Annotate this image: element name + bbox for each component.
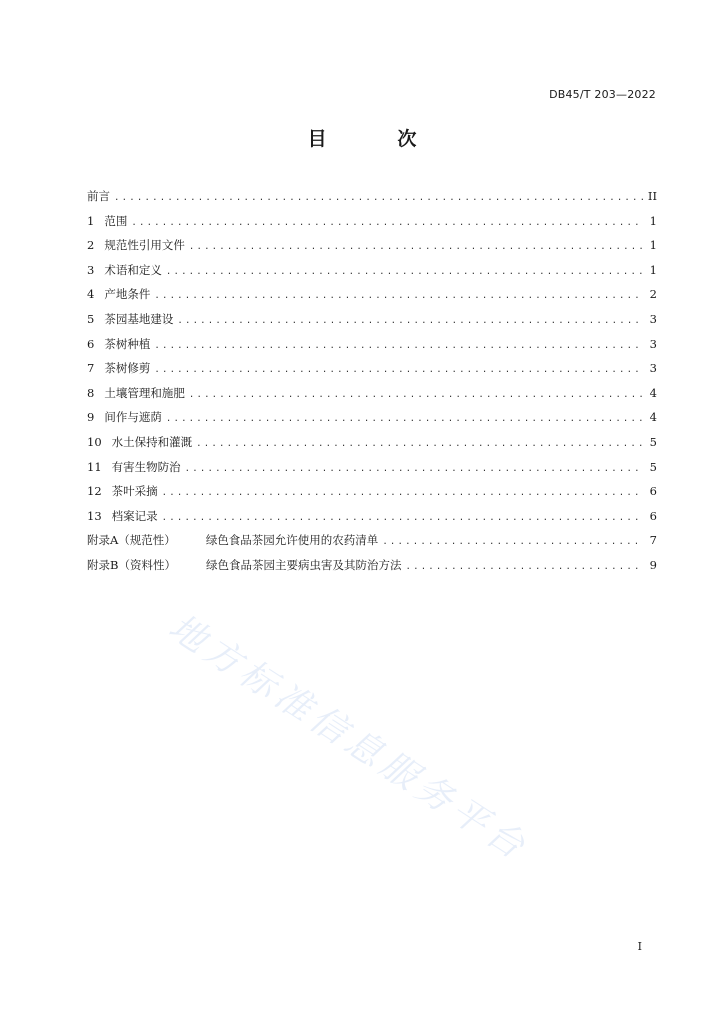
toc-entry-label	[87, 504, 158, 529]
toc-entry-number: 1	[87, 213, 95, 228]
toc-entry-label	[87, 405, 162, 430]
toc-entry-page: II	[647, 189, 657, 203]
toc-entry[interactable]	[87, 209, 657, 234]
toc-entry[interactable]	[87, 282, 657, 307]
toc-entry-label	[87, 528, 378, 553]
toc-entry-label	[87, 184, 110, 209]
toc-entry-number: 2	[87, 238, 95, 253]
toc-entry-number: 4	[87, 287, 95, 302]
toc-leader-dots	[114, 186, 643, 211]
toc-entry-page: 7	[649, 533, 657, 548]
toc-entry[interactable]	[87, 479, 657, 504]
toc-entry[interactable]	[87, 381, 657, 406]
toc-entry-page: 1	[649, 213, 657, 228]
toc-entry-label	[87, 356, 150, 381]
toc-leader-dots	[131, 211, 643, 236]
toc-leader-dots	[196, 432, 643, 457]
toc-entry-text: 术语和定义	[104, 262, 162, 277]
toc-entry-label	[87, 258, 162, 283]
toc-entry-page: 1	[649, 262, 657, 277]
toc-entry-text: 规范性引用文件	[104, 238, 185, 253]
toc-entry-page: 4	[649, 410, 657, 425]
toc-entry-text: 水土保持和灌溉	[111, 434, 193, 449]
toc-entry-page: 1	[649, 238, 657, 253]
toc-entry-page: 3	[649, 336, 657, 351]
toc-entry[interactable]	[87, 332, 657, 357]
toc-entry[interactable]	[87, 405, 657, 430]
toc-entry-number: 3	[87, 262, 95, 277]
toc-entry-text: 茶树种植	[104, 336, 151, 351]
toc-entry-text: 绿色食品茶园允许使用的农药清单	[205, 533, 379, 548]
toc-leader-dots	[177, 309, 643, 334]
toc-entry-number: 7	[87, 361, 95, 376]
toc-entry-text: 产地条件	[104, 287, 151, 302]
toc-entry-text: 档案记录	[111, 508, 158, 523]
toc-entry-page: 4	[649, 385, 657, 400]
toc-entry-number: 附录A（规范性）	[87, 533, 176, 548]
toc-entry-number: 11	[87, 459, 102, 474]
toc-entry[interactable]	[87, 455, 657, 480]
toc-entry-text: 有害生物防治	[111, 459, 181, 474]
table-of-contents	[87, 184, 657, 578]
toc-entry-label	[87, 233, 185, 258]
toc-leader-dots	[166, 260, 643, 285]
toc-entry-number: 5	[87, 311, 95, 326]
toc-entry-number: 8	[87, 385, 95, 400]
toc-entry-number: 6	[87, 336, 95, 351]
toc-entry-text: 茶树修剪	[104, 361, 151, 376]
toc-entry-label	[87, 430, 192, 455]
toc-entry-page: 5	[649, 434, 657, 449]
toc-entry-number: 附录B（资料性）	[87, 557, 176, 572]
toc-leader-dots	[154, 284, 643, 309]
toc-entry-text: 间作与遮荫	[104, 410, 162, 425]
toc-entry-text: 茶园基地建设	[104, 311, 174, 326]
toc-entry-label	[87, 381, 185, 406]
toc-leader-dots	[154, 334, 643, 359]
toc-leader-dots	[162, 506, 643, 531]
title-char-2: 次	[397, 128, 417, 150]
toc-leader-dots	[162, 481, 643, 506]
toc-entry-label	[87, 479, 158, 504]
toc-entry[interactable]	[87, 504, 657, 529]
page-title	[0, 124, 724, 151]
toc-entry-label	[87, 553, 401, 578]
toc-entry-text: 范围	[104, 213, 128, 228]
toc-entry-text: 绿色食品茶园主要病虫害及其防治方法	[205, 557, 402, 572]
toc-leader-dots	[189, 235, 643, 260]
toc-leader-dots	[382, 530, 643, 555]
toc-entry[interactable]	[87, 184, 657, 209]
toc-entry-label	[87, 455, 181, 480]
toc-entry-page: 2	[649, 287, 657, 302]
toc-entry-text: 茶叶采摘	[111, 484, 158, 499]
toc-leader-dots	[405, 555, 643, 580]
toc-entry[interactable]	[87, 528, 657, 553]
toc-leader-dots	[189, 383, 643, 408]
toc-leader-dots	[166, 407, 643, 432]
toc-entry-label	[87, 307, 173, 332]
toc-leader-dots	[185, 457, 643, 482]
toc-entry-page: 3	[649, 311, 657, 326]
toc-entry-label	[87, 209, 127, 234]
toc-entry-number: 12	[87, 484, 102, 499]
toc-entry-label	[87, 282, 150, 307]
toc-entry-text: 前言	[87, 189, 110, 203]
toc-entry-label	[87, 332, 150, 357]
toc-entry[interactable]	[87, 233, 657, 258]
toc-entry-page: 9	[649, 557, 657, 572]
toc-entry-number: 10	[87, 434, 102, 449]
toc-entry-page: 3	[649, 361, 657, 376]
toc-entry-text: 土壤管理和施肥	[104, 385, 185, 400]
toc-entry[interactable]	[87, 553, 657, 578]
watermark: 地方标准信息服务平台	[161, 606, 536, 870]
toc-entry-number: 9	[87, 410, 95, 425]
toc-entry-number: 13	[87, 508, 102, 523]
title-char-1: 目	[307, 128, 327, 150]
toc-entry[interactable]	[87, 307, 657, 332]
toc-entry[interactable]	[87, 430, 657, 455]
toc-entry-page: 6	[649, 508, 657, 523]
toc-leader-dots	[154, 358, 643, 383]
toc-entry[interactable]	[87, 356, 657, 381]
document-code: DB45/T 203—2022	[549, 88, 656, 101]
page-number: I	[637, 940, 642, 953]
toc-entry-page: 6	[649, 484, 657, 499]
toc-entry-page: 5	[649, 459, 657, 474]
toc-entry[interactable]	[87, 258, 657, 283]
